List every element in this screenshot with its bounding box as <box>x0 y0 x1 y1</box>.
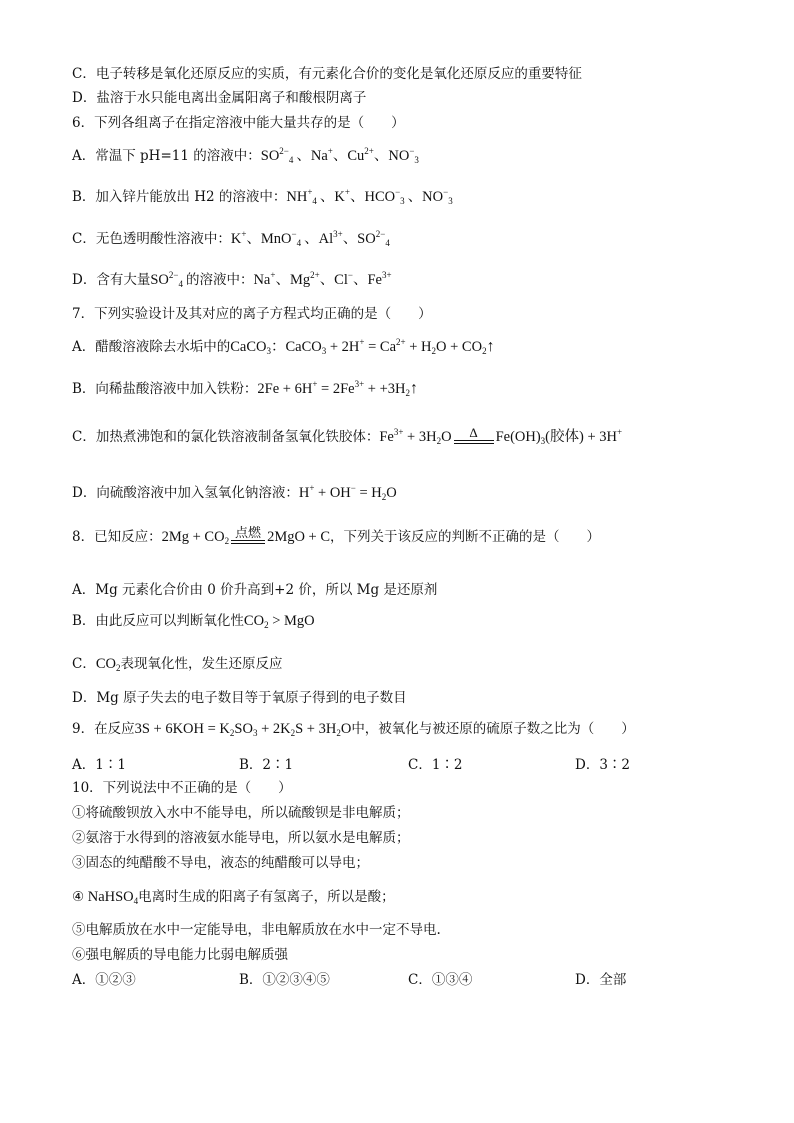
q10-stem: 10．下列说法中不正确的是（ ） <box>72 780 292 796</box>
q6b-text: B．加入锌片能放出 H2 的溶液中： <box>72 189 287 205</box>
q9-equation: $3S + 6KOH = K_2SO_3 + 2K_2S + 3H_2O$ <box>134 721 352 738</box>
q10-item-2: ②氨溶于水得到的溶液氨水能导电，所以氨水是电解质； <box>72 830 410 846</box>
q8c-co2: $CO_2$ <box>95 656 121 673</box>
q10-item-5: ⑤电解质放在水中一定能导电，非电解质放在水中一定不导电. <box>72 922 441 938</box>
q10-4-formula: NaHSO$_4$ <box>84 889 139 906</box>
q8-stem <box>72 524 754 550</box>
q6-option-c <box>72 229 754 249</box>
q8-equation: $2Mg + CO_2$ 点燃 2MgO + C <box>161 525 331 546</box>
q6-option-a <box>72 146 754 166</box>
q7b-equation: $2Fe + 6H^+ = 2Fe^{3+}$ + $+3H_2↑$ <box>257 379 418 398</box>
q9-option-d: D．3∶2 <box>575 757 631 773</box>
q10-option-a: A．①②③ <box>72 972 136 988</box>
q10-option-d: D．全部 <box>575 972 627 988</box>
q9-text-post: 中，被氧化与被还原的硫原子数之比为（ ） <box>351 721 635 737</box>
q7d-text: D．向硫酸溶液中加入氢氧化钠溶液： <box>72 485 299 501</box>
q7d-equation: $H^+ + OH^- = H_2O$ <box>298 483 397 502</box>
q9-option-a: A．1∶1 <box>72 757 126 773</box>
q7-stem: 7．下列实验设计及其对应的离子方程式均正确的是（ ） <box>72 306 432 322</box>
q6b-ions: $NH^+_4$ 、K+、$HCO^-_3$ 、$NO^-_3$ <box>286 187 453 206</box>
q5-option-d: D．盐溶于水只能电离出金属阳离子和酸根阴离子 <box>72 90 367 106</box>
q8-option-b <box>72 611 754 631</box>
q6d-text-pre: D．含有大量 <box>72 272 151 288</box>
q6-stem: 6．下列各组离子在指定溶液中能大量共存的是（ ） <box>72 115 405 131</box>
q7-option-d <box>72 483 754 503</box>
q8-text-pre: 8．已知反应： <box>72 529 162 545</box>
q10-item-3: ③固态的纯醋酸不导电，液态的纯醋酸可以导电； <box>72 855 369 871</box>
q9-option-b: B．2∶1 <box>239 757 294 773</box>
q6d-ions: Na+、$Mg^{2+}$、Cl−、$Fe^{3+}$ <box>253 270 392 288</box>
q10-option-b: B．①②③④⑤ <box>239 972 330 988</box>
q8-condition: 点燃 <box>235 525 262 540</box>
q7c-equation: $Fe^{3+} + 3H_2O$ Δ $Fe(OH)_3$(胶体) + 3H+ <box>379 425 623 446</box>
q10-option-c: C．①③④ <box>408 972 473 988</box>
q7-option-a <box>72 337 754 357</box>
q10-4-prefix: ④ <box>72 889 85 905</box>
q8c-prefix: C． <box>72 656 96 672</box>
q8-option-a: A．Mg 元素化合价由 0 价升高到+2 价，所以 Mg 是还原剂 <box>72 582 438 598</box>
q6-option-b <box>72 187 754 207</box>
q10-item-6: ⑥强电解质的导电能力比弱电解质强 <box>72 947 288 963</box>
q8-option-c <box>72 654 754 674</box>
q6c-text: C．无色透明酸性溶液中： <box>72 231 231 247</box>
q9-text-pre: 9．在反应 <box>72 721 135 737</box>
q6d-sulfate: $SO^{2-}_4$ <box>150 270 183 289</box>
q9-stem <box>72 719 754 739</box>
q7b-text: B．向稀盐酸溶液中加入铁粉： <box>72 381 258 397</box>
q8-text-post: ，下列关于该反应的判断不正确的是（ ） <box>330 529 601 545</box>
q8-option-d: D．Mg 原子失去的电子数目等于氧原子得到的电子数目 <box>72 690 407 706</box>
q9-option-c: C．1∶2 <box>408 757 463 773</box>
q7a-equation: CaCO$_3$：CaCO$_3$ + $2H^+ = Ca^{2+} + H_2O$ + $CO_2↑$ <box>230 337 495 356</box>
q6-option-d <box>72 270 754 290</box>
q8b-comparison: $CO_2$ > MgO <box>243 613 315 630</box>
q6a-text: A．常温下 pH=11 的溶液中： <box>72 148 261 164</box>
q6d-text-post: 的溶液中： <box>185 272 254 288</box>
q5-option-c: C．电子转移是氧化还原反应的实质，有元素化合价的变化是氧化还原反应的重要特征 <box>72 66 582 82</box>
q6a-ions: $SO^{2-}_4$ 、Na+、$Cu^{2+}$、$NO^-_3$ <box>260 146 419 165</box>
q7a-text: A．醋酸溶液除去水垢中的 <box>72 339 231 355</box>
q10-item-1: ①将硫酸钡放入水中不能导电，所以硫酸钡是非电解质； <box>72 805 410 821</box>
q8b-text: B．由此反应可以判断氧化性 <box>72 613 244 629</box>
q7-option-c <box>72 424 754 450</box>
q7-option-b <box>72 379 754 399</box>
q7c-text: C．加热煮沸饱和的氯化铁溶液制备氢氧化铁胶体： <box>72 429 380 445</box>
q8c-text: 表现氧化性，发生还原反应 <box>120 656 283 672</box>
q10-4-text: 电离时生成的阳离子有氢离子，所以是酸； <box>138 889 395 905</box>
q10-item-4 <box>72 887 754 907</box>
q6c-ions: K+、MnO−$_4$ 、$Al^{3+}$、$SO^{2-}_4$ <box>230 229 390 248</box>
